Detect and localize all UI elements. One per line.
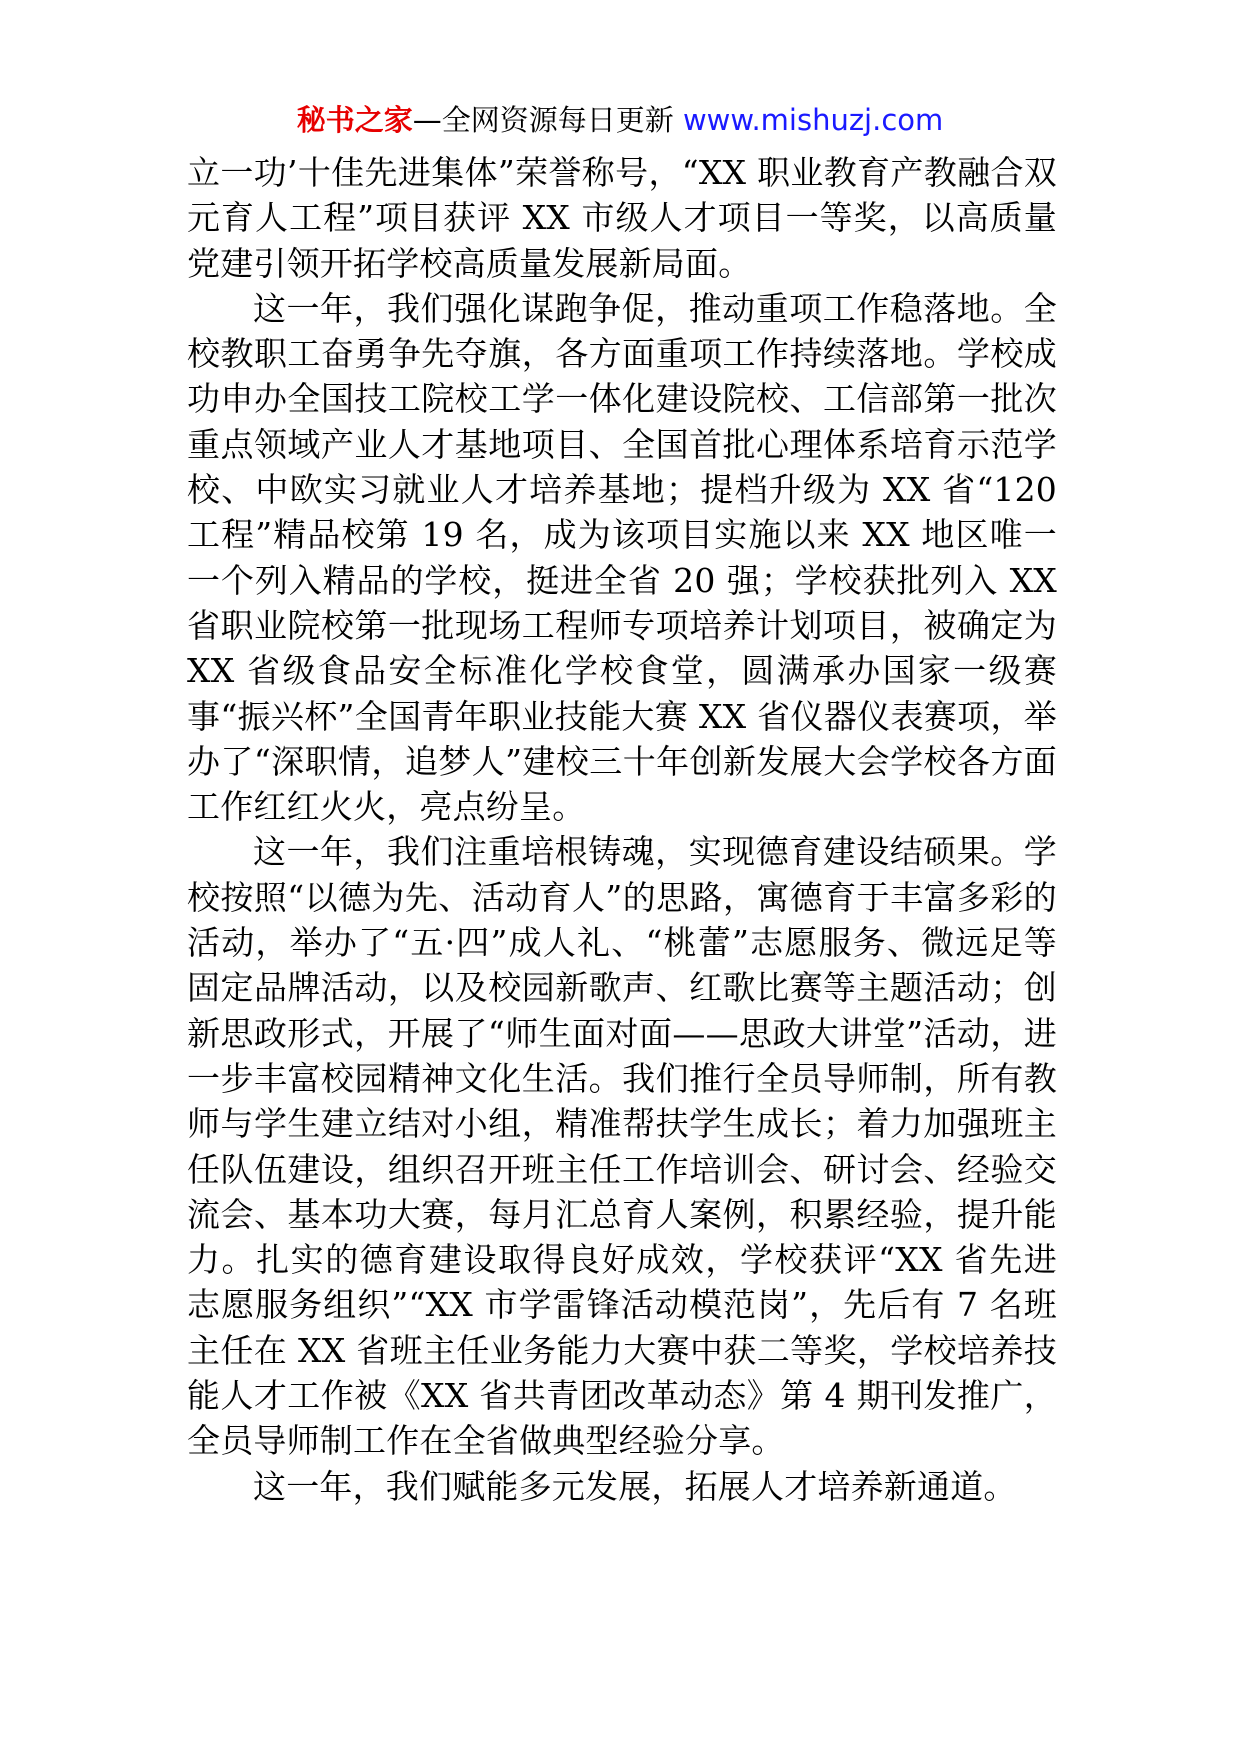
document-body — [187, 150, 1057, 1509]
page-header — [0, 100, 1240, 140]
header-url-link[interactable]: www.mishuzj.com — [682, 103, 944, 137]
paragraph-2: 这一年，我们强化谋跑争促，推动重项工作稳落地。全校教职工奋勇争先夺旗，各方面重项工作持续落地。学校成功申办全国技工院校工学一体化建设院校、工信部第一批次重点领域产业人才基地项目、全国首批心理体系培育示范学校、中欧实习就业人才培养基地；提档升级为 XX 省“120 工程”精品校第 19 名，成为该项目实施以来 XX 地区唯一一个列入精品的学校，挺进全省 20 强；学校获批列入 XX 省职业院校第一批现场工程师专项培养计划项目，被确定为 XX 省级食品安全标准化学校食堂，圆满承办国家一级赛事“振兴杯”全国青年职业技能大赛 XX 省仪器仪表赛项，举办了“深职情，追梦人”建校三十年创新发展大会学校各方面工作红红火火，亮点纷呈。 — [187, 288, 1057, 827]
paragraph-3: 这一年，我们注重培根铸魂，实现德育建设结硕果。学校按照“以德为先、活动育人”的思路，寓德育于丰富多彩的活动，举办了“五·四”成人礼、“桃蕾”志愿服务、微远足等固定品牌活动，以及校园新歌声、红歌比赛等主题活动；创新思政形式，开展了“师生面对面——思政大讲堂”活动，进一步丰富校园精神文化生活。我们推行全员导师制，所有教师与学生建立结对小组，精准帮扶学生成长；着力加强班主任队伍建设，组织召开班主任工作培训会、研讨会、经验交流会、基本功大赛，每月汇总育人案例，积累经验，提升能力。扎实的德育建设取得良好成效，学校获评“XX 省先进志愿服务组织”“XX 市学雷锋活动模范岗”，先后有 7 名班主任在 XX 省班主任业务能力大赛中获二等奖，学校培养技能人才工作被《XX 省共青团改革动态》第 4 期刊发推广，全员导师制工作在全省做典型经验分享。 — [187, 832, 1057, 1461]
header-tagline: —全网资源每日更新 — [412, 103, 674, 137]
paragraph-1: 立一功’十佳先进集体”荣誉称号，“XX 职业教育产教融合双元育人工程”项目获评 XX 市级人才项目一等奖，以高质量党建引领开拓学校高质量发展新局面。 — [187, 153, 1057, 283]
header-brand: 秘书之家 — [296, 103, 413, 137]
paragraph-4: 这一年，我们赋能多元发展，拓展人才培养新通道。 — [253, 1466, 1017, 1506]
